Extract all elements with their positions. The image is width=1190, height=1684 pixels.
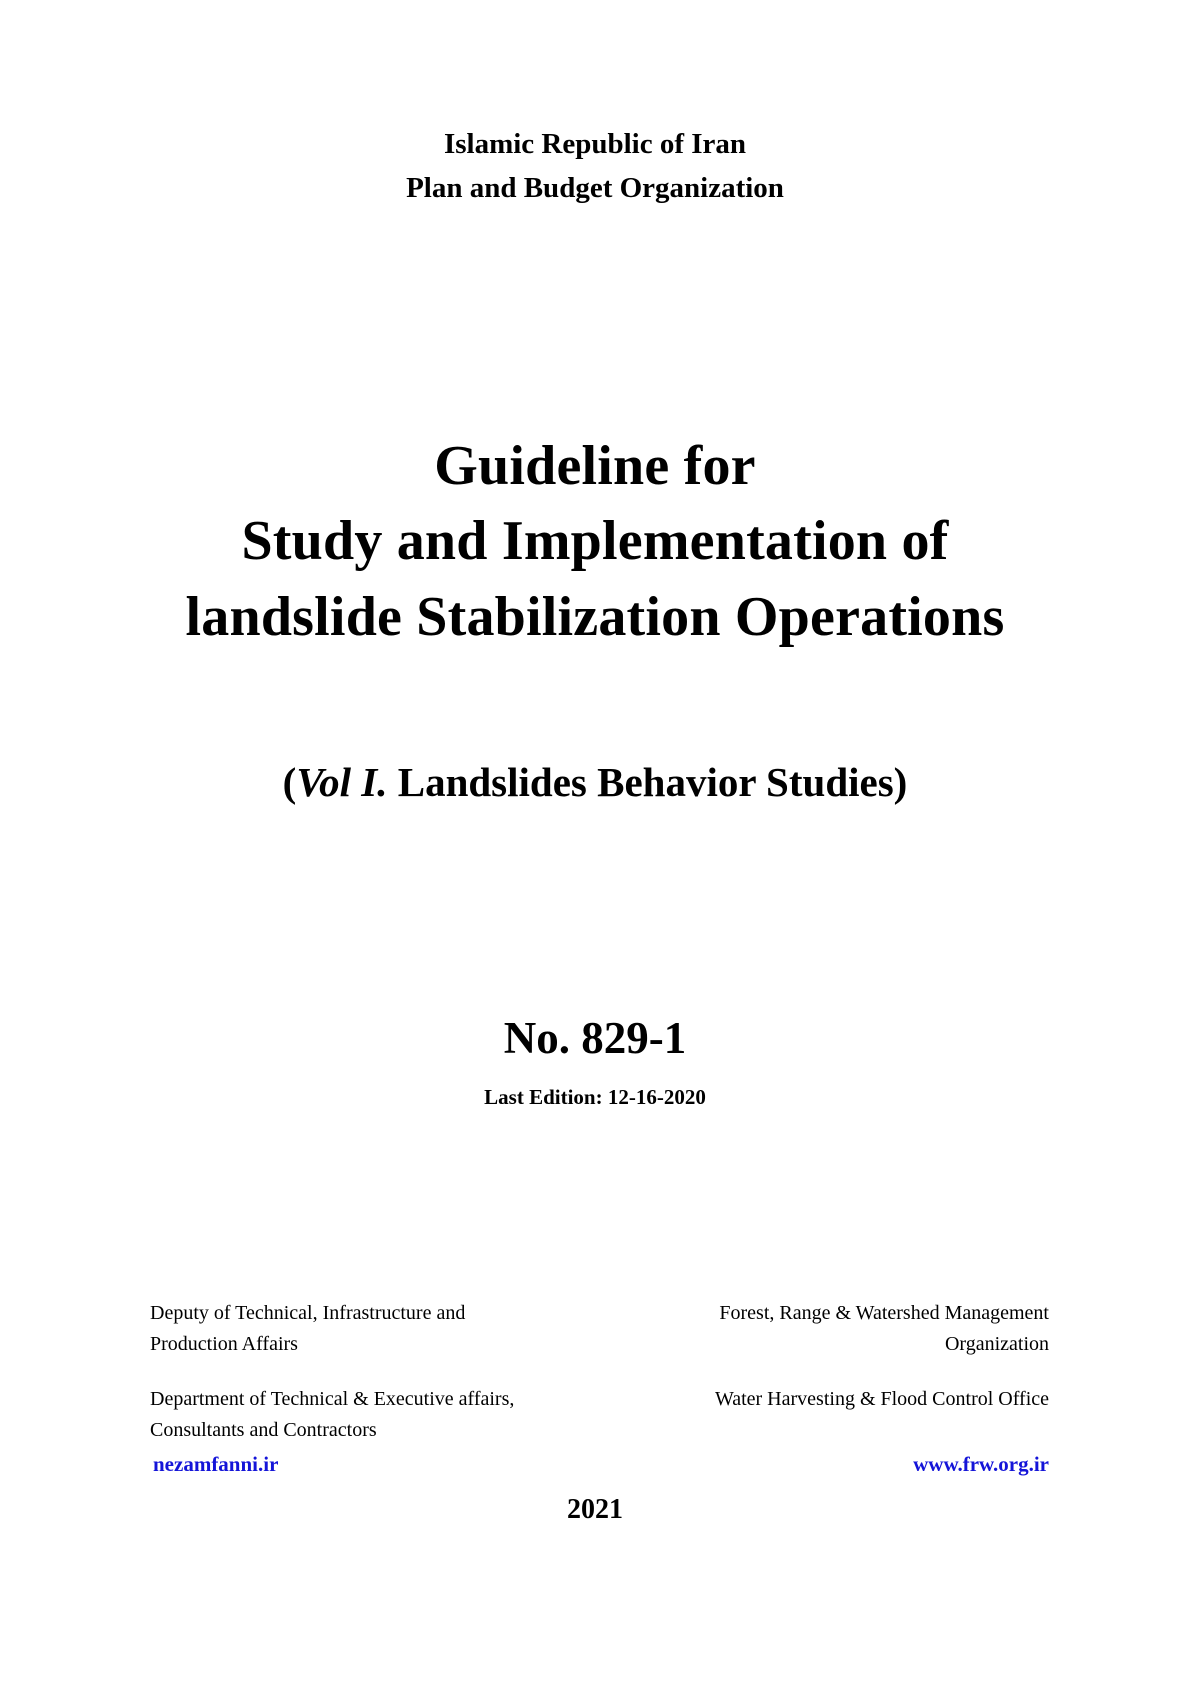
left-org-2-line-1: Department of Technical & Executive affairs, bbox=[150, 1388, 515, 1410]
title-line-2: Study and Implementation of bbox=[241, 510, 949, 572]
left-org-1 bbox=[150, 1298, 610, 1360]
last-edition: Last Edition: 12-16-2020 bbox=[484, 1085, 706, 1109]
website-link-nezamfanni[interactable]: nezamfanni.ir bbox=[153, 1452, 279, 1476]
right-org-1 bbox=[589, 1298, 1049, 1360]
volume-subtitle bbox=[0, 758, 1190, 806]
header-country: Islamic Republic of Iran bbox=[443, 128, 747, 160]
document-number bbox=[0, 1012, 1190, 1064]
left-org-2-line-2: Consultants and Contractors bbox=[150, 1419, 377, 1441]
document-number-prefix: No bbox=[503, 1013, 559, 1063]
title-line-1: Guideline for bbox=[434, 435, 756, 497]
publication-year: 2021 bbox=[567, 1494, 623, 1525]
right-org-1-line-2: Organization bbox=[944, 1333, 1049, 1355]
volume-open-paren: ( bbox=[282, 759, 297, 805]
right-org-2-line-1: Water Harvesting & Flood Control Office bbox=[714, 1388, 1049, 1410]
title-line-3: landslide Stabilization Operations bbox=[185, 586, 1005, 648]
volume-title: Landslides Behavior Studies) bbox=[387, 759, 908, 805]
left-org-2 bbox=[150, 1384, 610, 1446]
right-org-1-line-1: Forest, Range & Watershed Management bbox=[719, 1302, 1049, 1324]
right-org-2 bbox=[589, 1384, 1049, 1415]
document-number-dot: . bbox=[558, 1013, 582, 1063]
left-org-1-line-2: Production Affairs bbox=[150, 1333, 298, 1355]
left-org-1-line-1: Deputy of Technical, Infrastructure and bbox=[150, 1302, 466, 1324]
website-link-frw[interactable]: www.frw.org.ir bbox=[913, 1452, 1049, 1476]
header-organization: Plan and Budget Organization bbox=[406, 172, 784, 204]
volume-label: Vol I. bbox=[296, 759, 388, 805]
document-number-value: 829-1 bbox=[581, 1013, 687, 1063]
